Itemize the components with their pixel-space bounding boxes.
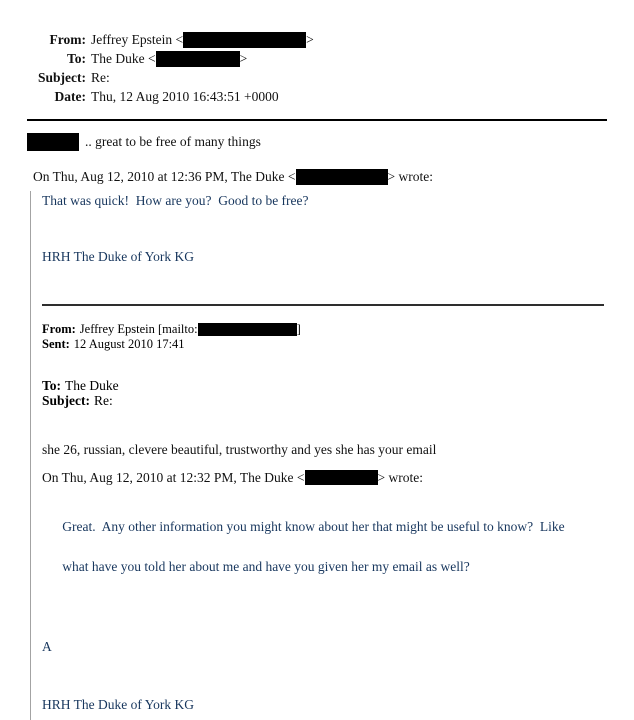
subject-label: Subject: [38,70,86,85]
fwd-subject-row [42,393,607,409]
fwd-from-value: Jeffrey Epstein [mailto: ] [79,321,301,336]
fwd-to-row [42,378,607,394]
date-label: Date: [54,89,86,104]
subject-value: Re: [91,70,110,85]
header-row-from [27,30,607,49]
signature-1: HRH The Duke of York KG [42,248,195,264]
redaction-bar-intro-1 [296,169,388,185]
fwd-from-row [42,322,607,337]
fwd-from-label: From: [42,321,76,336]
forwarded-header-to-subject [42,378,607,409]
signature-2: HRH The Duke of York KG [42,696,195,712]
fwd-sent-row [42,337,607,352]
redaction-bar-intro-2 [305,470,378,485]
header-separator-rule [27,119,607,121]
initial-line: A [42,638,52,654]
to-value: The Duke < > [91,51,248,66]
fwd-sent-value: 12 August 2010 17:41 [73,336,185,351]
redaction-bar-lead [27,133,79,151]
quoted-message-block [30,191,607,720]
redaction-bar-mailto [198,323,297,336]
header-row-subject [27,68,607,87]
fwd-subject-label: Subject: [42,393,90,409]
to-label: To: [66,51,86,66]
fwd-sent-label: Sent: [42,336,70,351]
header-row-to [27,49,607,68]
redaction-bar-from [183,32,306,48]
forwarded-header-from-sent [42,322,607,352]
reply-intro-1: On Thu, Aug 12, 2010 at 12:36 PM, The Duke < > wrote: [33,168,433,184]
from-label: From: [49,32,86,47]
reply-intro-2: On Thu, Aug 12, 2010 at 12:32 PM, The Duke < > wrote: [42,469,423,485]
forwarded-separator-rule [42,304,604,306]
great-paragraph: Great. Any other information you might know about her that might be useful to know? Like what have you told her about me and have you given her my email as well? [62,518,565,574]
header-row-date [27,87,607,106]
email-header [27,30,607,106]
date-value: Thu, 12 Aug 2010 16:43:51 +0000 [91,89,279,104]
redaction-bar-to [156,51,240,67]
opening-line-text: .. great to be free of many things [85,134,261,149]
redacted-opening-line [27,132,607,152]
she-line: she 26, russian, clevere beautiful, trustworthy and yes she has your email [42,441,437,457]
quoted-message-line: That was quick! How are you? Good to be free? [42,192,309,208]
from-value: Jeffrey Epstein < > [91,32,314,47]
fwd-to-value: The Duke [65,377,119,393]
fwd-to-label: To: [42,377,62,393]
fwd-subject-value: Re: [94,393,113,409]
